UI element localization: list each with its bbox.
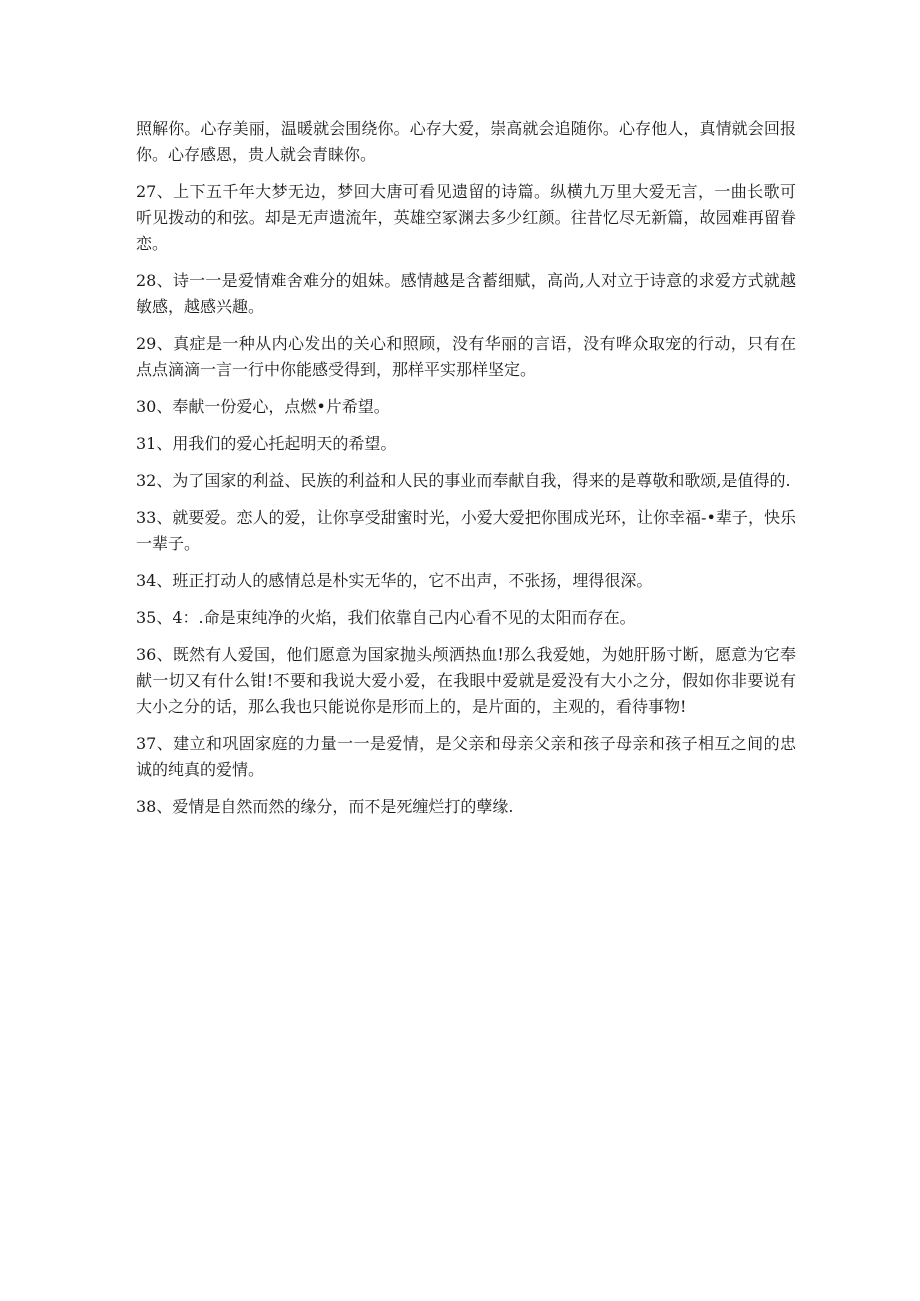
document-body [136,116,796,831]
paragraph-38: 38、爱情是自然而然的缘分，而不是死缠烂打的孽缘. [136,797,514,816]
paragraph-35: 35、4：.命是束纯净的火焰，我们依靠自己内心看不见的太阳而存在。 [136,608,636,627]
paragraph-33: 33、就要爱。恋人的爱，让你享受甜蜜时光，小爱大爱把你围成光环，让你幸福-•辈子，快乐一辈子。 [136,508,796,553]
paragraph-32: 32、为了国家的利益、民族的利益和人民的事业而奉献自我，得来的是尊敬和歌颂,是值得的. [136,471,791,490]
paragraph-37: 37、建立和巩固家庭的力量一一是爱情，是父亲和母亲父亲和孩子母亲和孩子相互之间的忠诚的纯真的爱情。 [136,734,796,779]
paragraph-31: 31、用我们的爱心托起明天的希望。 [136,434,397,453]
paragraph-27: 27、上下五千年大梦无边，梦回大唐可看见遗留的诗篇。纵横九万里大爱无言，一曲长歌可听见拨动的和弦。却是无声遗流年，英雄空冢渊去多少红颜。往昔忆尽无新篇，故园难再留眷恋。 [136,182,796,253]
paragraph-36: 36、既然有人爱国，他们愿意为国家抛头颅洒热血!那么我爱她，为她肝肠寸断，愿意为它奉献一切又有什么钳!不要和我说大爱小爱，在我眼中爱就是爱没有大小之分，假如你非要说有大小之分的话，那么我也只能说你是形而上的，是片面的，主观的，看待事物! [136,645,796,716]
paragraph-34: 34、班正打动人的感情总是朴实无华的，它不出声，不张扬，埋得很深。 [136,571,653,590]
paragraph-28: 28、诗一一是爱情难舍难分的姐妹。感情越是含蓄细赋，高尚,人对立于诗意的求爱方式就越敏感，越感兴趣。 [136,271,796,316]
paragraph-30: 30、奉献一份爱心，点燃•片希望。 [136,397,390,416]
paragraph-29: 29、真症是一种从内心发出的关心和照顾，没有华丽的言语，没有哗众取宠的行动，只有在点点滴滴一言一行中你能感受得到，那样平实那样坚定。 [136,334,796,379]
paragraph-continuation: 照解你。心存美丽，温暖就会围绕你。心存大爱，崇高就会追随你。心存他人，真情就会回报你。心存感恩，贵人就会青睐你。 [136,119,796,164]
